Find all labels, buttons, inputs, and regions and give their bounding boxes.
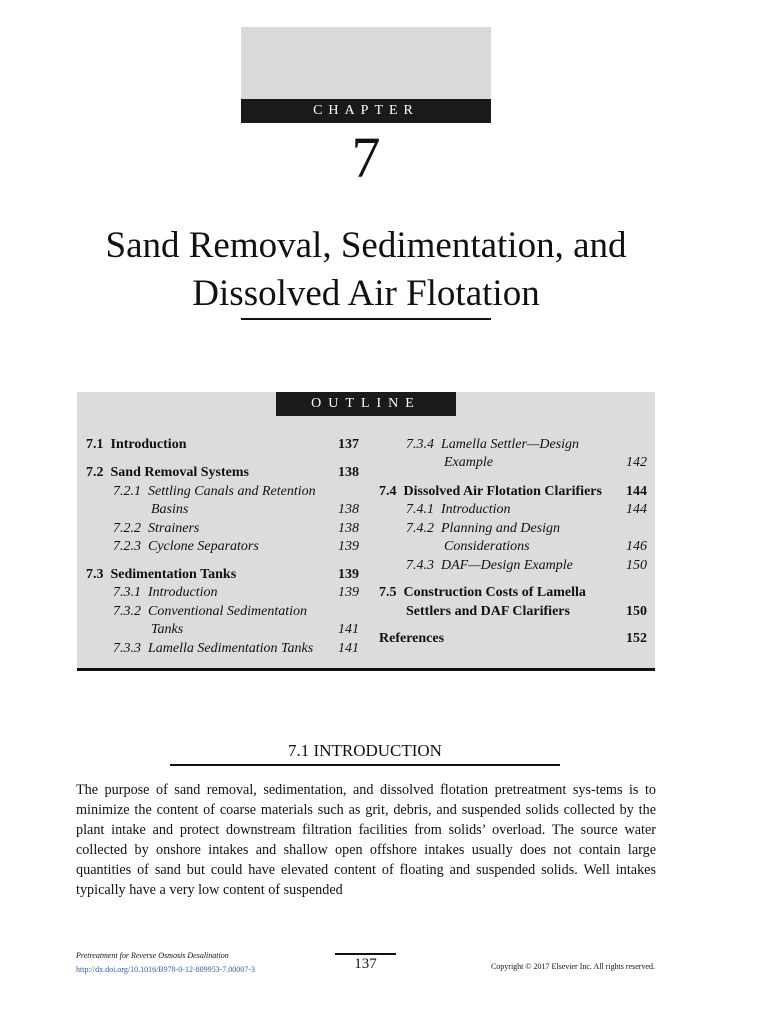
toc-page: 150 (626, 604, 647, 619)
toc-page: 146 (626, 539, 647, 554)
toc-page: 139 (338, 539, 359, 554)
toc-page: 150 (626, 558, 647, 573)
chapter-title (60, 222, 672, 318)
toc-entry[interactable]: 7.3.2 Conventional Sedimentation (113, 604, 308, 619)
toc-page: 141 (338, 622, 359, 637)
toc-entry[interactable]: 7.2.2 Strainers (113, 521, 200, 536)
toc-entry[interactable]: 7.3.1 Introduction (113, 585, 218, 600)
toc-entry-cont: Considerations (444, 539, 530, 554)
body-paragraph: The purpose of sand removal, sedimentation, and dissolved flotation pretreatment sys-tems is to minimize the content of coarse materials such as grit, debris, and suspended solids collected by the plant intake and protect downstream filtration facilities from solids’ overload. The source water collected by onshore intakes and shallow open offshore intakes usually does not contain large quantities of sand but could have elevated content of floating and suspended solids. Well intakes typically have a very low content of suspended (76, 782, 656, 898)
chapter-title-line1: Sand Removal, Sedimentation, and (105, 225, 627, 266)
toc-page: 139 (338, 585, 359, 600)
chapter-title-line2: Dissolved Air Flotation (192, 273, 540, 314)
outline-right-column (379, 436, 649, 666)
toc-entry[interactable]: 7.3.3 Lamella Sedimentation Tanks (113, 641, 314, 656)
toc-page: 138 (338, 502, 359, 517)
toc-entry[interactable]: 7.5 Construction Costs of Lamella (379, 585, 586, 600)
outline-bottom-rule (77, 668, 655, 671)
toc-page: 142 (626, 455, 647, 470)
toc-page: 139 (338, 567, 359, 582)
toc-entry[interactable]: 7.1 Introduction (86, 437, 187, 452)
outline-left-column (86, 436, 361, 666)
toc-entry-cont: Settlers and DAF Clarifiers (406, 604, 570, 619)
page-number: 137 (354, 956, 377, 972)
section-rule (170, 764, 560, 766)
toc-page: 138 (338, 465, 359, 480)
toc-entry[interactable]: 7.2 Sand Removal Systems (86, 465, 249, 480)
toc-entry-cont: Basins (151, 502, 189, 517)
toc-page: 138 (338, 521, 359, 536)
toc-page: 137 (338, 437, 359, 452)
chapter-label: CHAPTER (241, 99, 491, 123)
toc-page: 141 (338, 641, 359, 656)
toc-entry[interactable]: 7.4.2 Planning and Design (406, 521, 560, 536)
chapter-number: 7 (351, 125, 381, 190)
toc-entry[interactable]: 7.4 Dissolved Air Flotation Clarifiers (379, 484, 602, 499)
section-heading: 7.1 INTRODUCTION (288, 741, 442, 760)
toc-entry-cont: Example (444, 455, 493, 470)
toc-page: 144 (626, 484, 647, 499)
footer-citation (76, 949, 255, 977)
toc-entry[interactable]: 7.4.1 Introduction (406, 502, 511, 517)
footer-book-title: Pretreatment for Reverse Osmosis Desalination (76, 951, 229, 960)
outline-label: OUTLINE (276, 392, 456, 416)
toc-entry[interactable]: 7.2.3 Cyclone Separators (113, 539, 259, 554)
toc-page: 152 (626, 631, 647, 646)
toc-entry-references[interactable]: References (379, 631, 445, 646)
toc-entry[interactable]: 7.3.4 Lamella Settler—Design (406, 437, 580, 452)
toc-entry[interactable]: 7.4.3 DAF—Design Example (406, 558, 573, 573)
chapter-header-box (241, 27, 491, 99)
title-rule (241, 318, 491, 320)
page-number-rule (335, 953, 396, 955)
toc-entry[interactable]: 7.2.1 Settling Canals and Retention (113, 484, 316, 499)
toc-page: 144 (626, 502, 647, 517)
footer-copyright: Copyright © 2017 Elsevier Inc. All rights reserved. (490, 962, 655, 971)
toc-entry[interactable]: 7.3 Sedimentation Tanks (86, 567, 237, 582)
footer-doi-link[interactable]: http://dx.doi.org/10.1016/B978-0-12-809953-7.00007-3 (76, 965, 255, 974)
toc-entry-cont: Tanks (151, 622, 184, 637)
